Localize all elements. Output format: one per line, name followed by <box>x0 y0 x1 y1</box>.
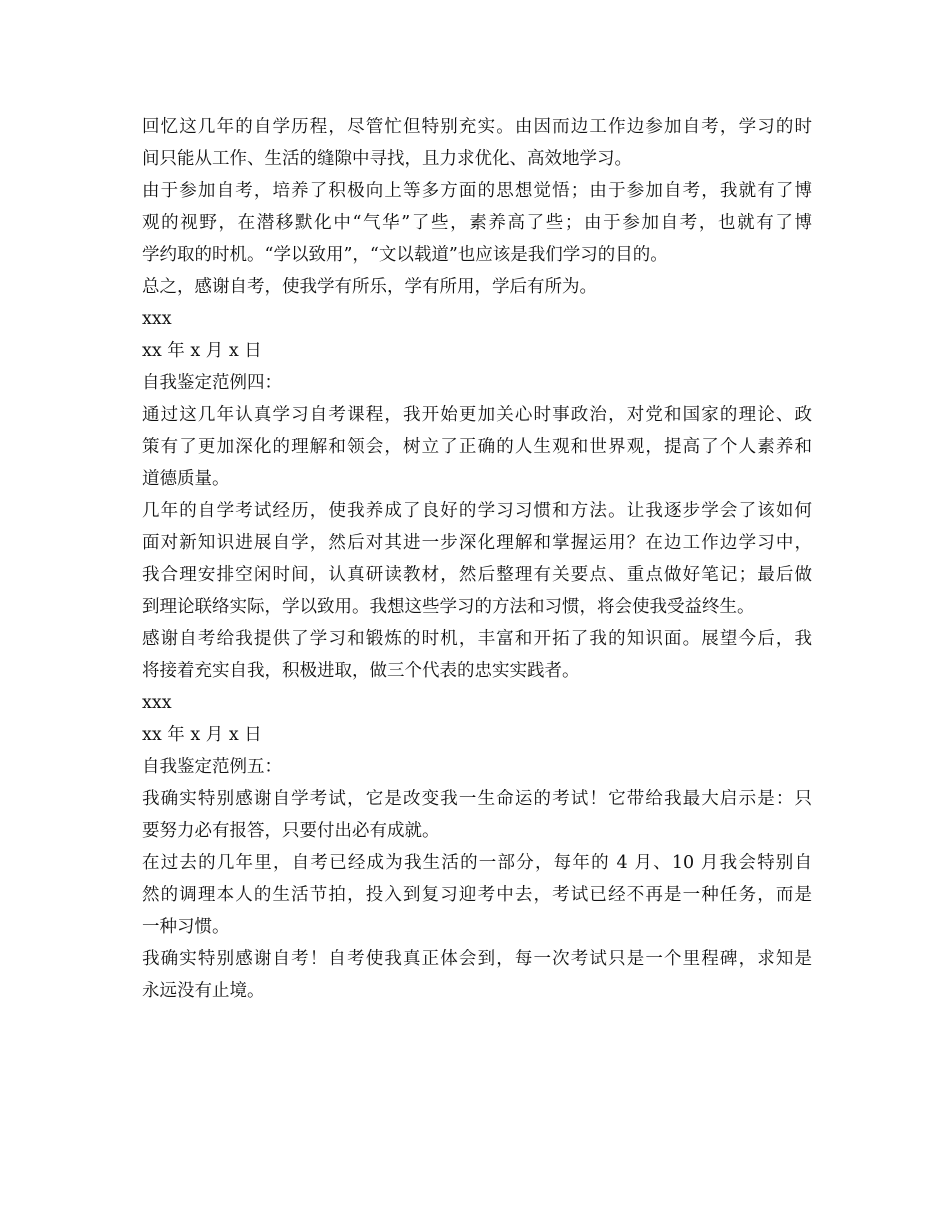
text-line: 通过这几年认真学习自考课程，我开始更加关心时事政治，对党和国家的理论、政 <box>142 405 812 425</box>
text-line: 几年的自学考试经历，使我养成了良好的学习习惯和方法。让我逐步学会了该如何 <box>142 501 812 521</box>
text-line: xx 年 x 月 x 日 <box>142 725 262 745</box>
document-body <box>142 113 812 1009</box>
text-line: 自我鉴定范例五： <box>142 757 282 777</box>
text-line: 永远没有止境。 <box>142 981 265 1001</box>
text-line: 回忆这几年的自学历程，尽管忙但特别充实。由因而边工作边参加自考，学习的时 <box>142 117 812 137</box>
text-line: 由于参加自考，培养了积极向上等多方面的思想觉悟；由于参加自考，我就有了博 <box>142 181 812 201</box>
text-line: 总之，感谢自考，使我学有所乐，学有所用，学后有所为。 <box>142 277 597 297</box>
text-line: 我确实特别感谢自考！自考使我真正体会到，每一次考试只是一个里程碑，求知是 <box>142 949 812 969</box>
text-line: 要努力必有报答，只要付出必有成就。 <box>142 821 440 841</box>
text-line: 到理论联络实际，学以致用。我想这些学习的方法和习惯，将会使我受益终生。 <box>142 597 755 617</box>
text-line: 道德质量。 <box>142 469 230 489</box>
text-line: 感谢自考给我提供了学习和锻炼的时机，丰富和开拓了我的知识面。展望今后，我 <box>142 629 812 649</box>
text-line: 将接着充实自我，积极进取，做三个代表的忠实实践者。 <box>142 661 580 681</box>
text-line: 在过去的几年里，自考已经成为我生活的一部分，每年的 4 月、10 月我会特别自 <box>142 853 812 873</box>
text-line: 自我鉴定范例四： <box>142 373 282 393</box>
text-line: 学约取的时机。“学以致用”，“文以载道”也应该是我们学习的目的。 <box>142 245 668 265</box>
text-line: xxx <box>142 309 172 329</box>
text-line: 然的调理本人的生活节拍，投入到复习迎考中去，考试已经不再是一种任务，而是 <box>142 885 812 905</box>
text-line: 观的视野，在潜移默化中“气华”了些，素养高了些；由于参加自考，也就有了博 <box>142 213 812 233</box>
text-line: xx 年 x 月 x 日 <box>142 341 262 361</box>
text-line: 间只能从工作、生活的缝隙中寻找，且力求优化、高效地学习。 <box>142 149 632 169</box>
text-line: 一种习惯。 <box>142 917 230 937</box>
text-line: 策有了更加深化的理解和领会，树立了正确的人生观和世界观，提高了个人素养和 <box>142 437 812 457</box>
text-line: 我确实特别感谢自学考试，它是改变我一生命运的考试！它带给我最大启示是：只 <box>142 789 812 809</box>
text-line: 我合理安排空闲时间，认真研读教材，然后整理有关要点、重点做好笔记；最后做 <box>142 565 812 585</box>
text-line: 面对新知识进展自学，然后对其进一步深化理解和掌握运用？在边工作边学习中， <box>142 533 812 553</box>
text-line: xxx <box>142 693 172 713</box>
